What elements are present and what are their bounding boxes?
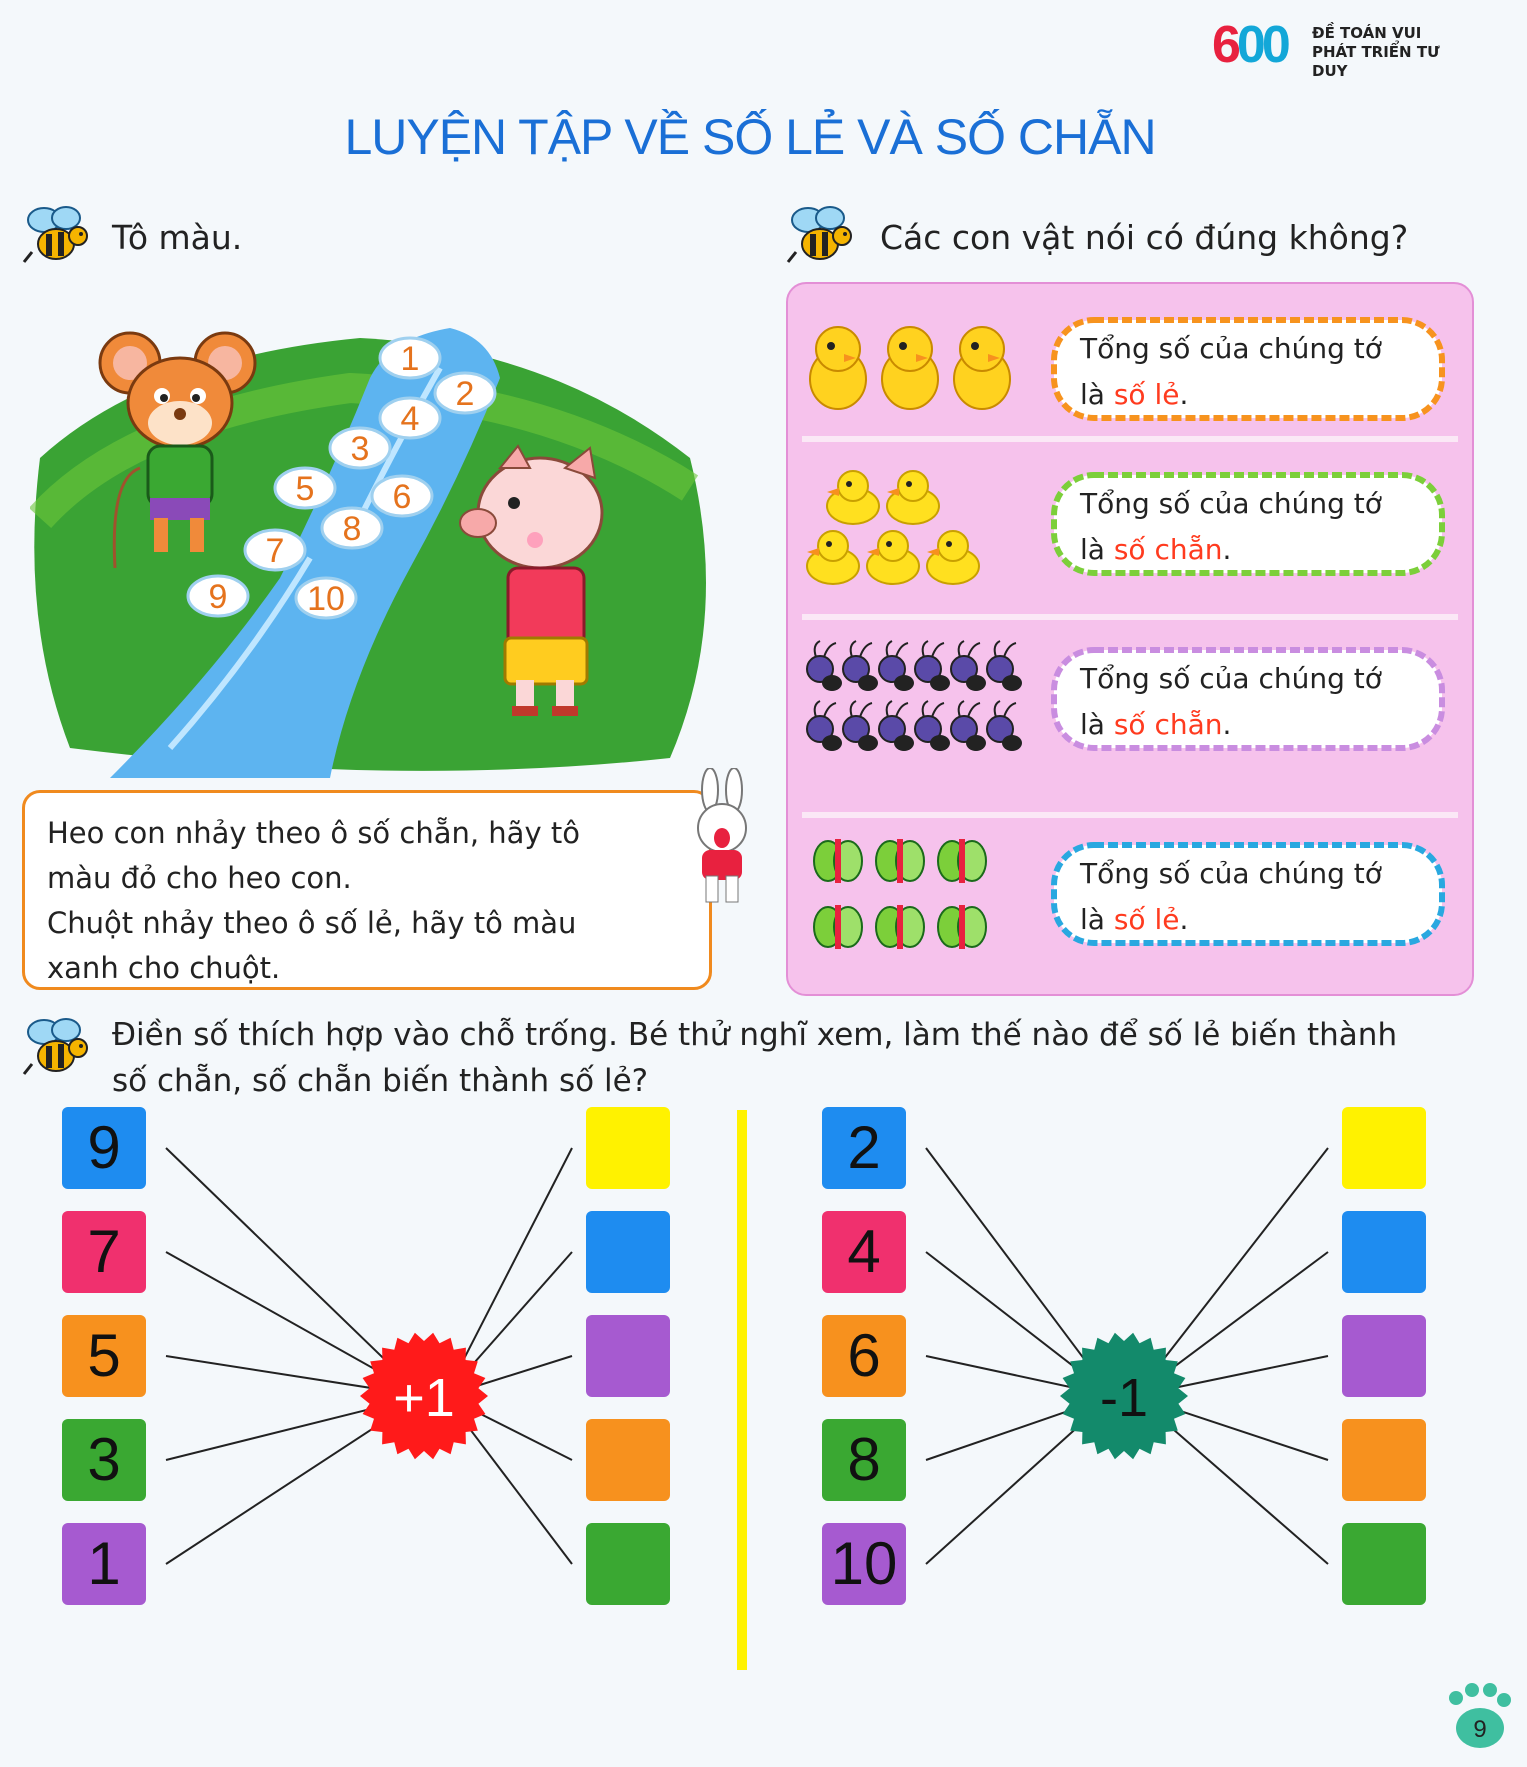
logo-number-zeros: 00: [1236, 16, 1287, 74]
bubble-line-1: Tổng số của chúng tớ: [1080, 487, 1382, 520]
connector-line-out: [464, 1148, 572, 1359]
connector-line-out: [1164, 1148, 1328, 1359]
number-box-8: 8: [822, 1419, 906, 1501]
note-line-1: Heo con nhảy theo ô số chẵn, hãy tô: [47, 816, 580, 850]
stone-label: 3: [350, 430, 370, 468]
stone-label: 10: [307, 580, 345, 618]
number-box-5: 5: [62, 1315, 146, 1397]
answer-box[interactable]: [1342, 1315, 1426, 1397]
stone-label: 5: [295, 470, 315, 508]
connector-line-in: [926, 1252, 1084, 1374]
stone-label: 7: [265, 532, 285, 570]
answer-box[interactable]: [586, 1419, 670, 1501]
paw-page-badge: [1442, 1680, 1512, 1750]
bubble-line-1: Tổng số của chúng tớ: [1080, 857, 1382, 890]
stone-label: 6: [392, 478, 412, 516]
answer-box[interactable]: [586, 1523, 670, 1605]
stone-label: 9: [208, 578, 228, 616]
connector-line-in: [166, 1356, 384, 1390]
answer-box[interactable]: [586, 1211, 670, 1293]
logo-number-six: 6: [1212, 16, 1237, 74]
logo-line-1: ĐỀ TOÁN VUI: [1312, 24, 1422, 42]
page-number: 9: [1473, 1716, 1487, 1743]
answer-box[interactable]: [1342, 1523, 1426, 1605]
connector-line-out: [1164, 1356, 1328, 1390]
connector-line-out: [1164, 1406, 1328, 1460]
connector-line-in: [926, 1148, 1084, 1359]
answer-box[interactable]: [586, 1315, 670, 1397]
connector-line-out: [1164, 1252, 1328, 1374]
connector-line-in: [166, 1406, 384, 1460]
bubble-highlight: số lẻ: [1113, 378, 1180, 411]
bubble-line-1: Tổng số của chúng tớ: [1080, 662, 1382, 695]
connector-line-out: [464, 1252, 572, 1374]
exercise-1-instruction: Tô màu.: [112, 218, 243, 257]
bubble-highlight: số chẵn: [1113, 533, 1223, 566]
answer-box[interactable]: [1342, 1107, 1426, 1189]
connector-line-in: [166, 1421, 384, 1564]
bubble-prefix: là: [1080, 708, 1114, 741]
stone-label: 1: [400, 340, 420, 378]
bubble-suffix: .: [1179, 903, 1189, 936]
note-line-4: xanh cho chuột.: [47, 951, 281, 985]
bubble-highlight: số chẵn: [1113, 708, 1223, 741]
page-title: LUYỆN TẬP VỀ SỐ LẺ VÀ SỐ CHẴN: [344, 109, 1156, 165]
connector-line-out: [1164, 1421, 1328, 1564]
connector-line-in: [926, 1421, 1084, 1564]
exercise-3-instruction-line-2: số chẵn, số chẵn biến thành số lẻ?: [112, 1063, 649, 1099]
stone-label: 4: [400, 400, 420, 438]
stone-label: 2: [455, 375, 475, 413]
operator-label: -1: [1099, 1368, 1149, 1428]
logo-line-2: PHÁT TRIỂN TƯ DUY: [1312, 43, 1440, 80]
number-box-10: 10: [822, 1523, 906, 1605]
exercise-3-instruction-line-1: Điền số thích hợp vào chỗ trống. Bé thử nghĩ xem, làm thế nào để số lẻ biến thành: [112, 1017, 1398, 1053]
answer-box[interactable]: [1342, 1419, 1426, 1501]
bubble-suffix: .: [1222, 708, 1232, 741]
bubble-line-1: Tổng số của chúng tớ: [1080, 332, 1382, 365]
bubble-prefix: là: [1080, 903, 1114, 936]
answer-box[interactable]: [586, 1107, 670, 1189]
number-box-3: 3: [62, 1419, 146, 1501]
number-box-1: 1: [62, 1523, 146, 1605]
bubble-prefix: là: [1080, 533, 1114, 566]
operator-label: +1: [393, 1368, 455, 1428]
connector-line-out: [464, 1421, 572, 1564]
connector-line-in: [166, 1148, 384, 1359]
note-line-3: Chuột nhảy theo ô số lẻ, hãy tô màu: [47, 906, 577, 940]
connector-line-in: [926, 1356, 1084, 1390]
number-box-2: 2: [822, 1107, 906, 1189]
note-line-2: màu đỏ cho heo con.: [47, 861, 352, 895]
connector-line-in: [166, 1252, 384, 1374]
number-box-4: 4: [822, 1211, 906, 1293]
bubble-prefix: là: [1080, 378, 1114, 411]
bubble-suffix: .: [1222, 533, 1232, 566]
bubble-suffix: .: [1179, 378, 1189, 411]
number-box-9: 9: [62, 1107, 146, 1189]
answer-box[interactable]: [1342, 1211, 1426, 1293]
exercise-2-instruction: Các con vật nói có đúng không?: [880, 218, 1409, 257]
number-box-7: 7: [62, 1211, 146, 1293]
connector-line-in: [926, 1406, 1084, 1460]
stone-label: 8: [342, 510, 362, 548]
bubble-highlight: số lẻ: [1113, 903, 1180, 936]
number-box-6: 6: [822, 1315, 906, 1397]
